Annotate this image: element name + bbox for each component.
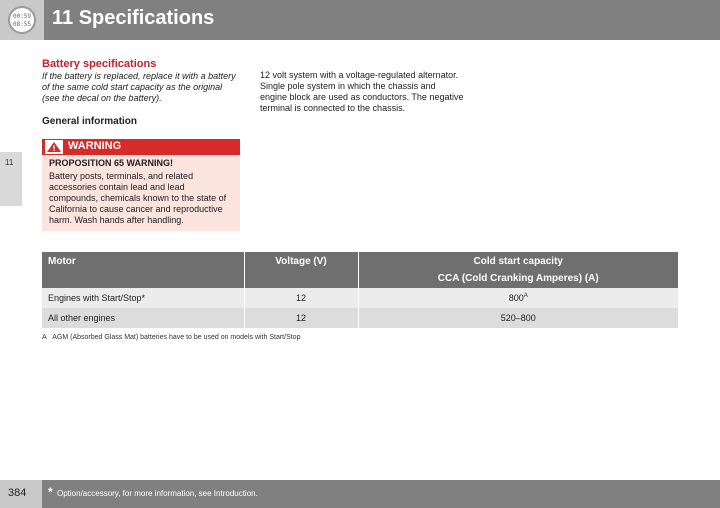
- header-cca-line2: CCA (Cold Cranking Amperes) (A): [437, 273, 599, 284]
- cell-voltage: 12: [244, 308, 358, 328]
- general-info-title: General information: [42, 116, 138, 127]
- volvo-logo-icon: 00:59 08:55: [8, 6, 36, 34]
- page-footer: [0, 480, 720, 508]
- warning-label: WARNING: [68, 140, 122, 152]
- page-title: 11 Specifications: [52, 7, 215, 29]
- cell-cca: 520–800: [358, 308, 678, 328]
- side-strip: [0, 40, 20, 480]
- battery-intro: If the battery is replaced, replace it with a battery of the same cold start capacity as the original (see the decal on the battery).: [42, 71, 236, 103]
- battery-spec-table: [42, 252, 678, 328]
- warning-body: [42, 155, 240, 226]
- footer-note: Option/accessory, for more information, see Introduction.: [57, 489, 258, 498]
- warning-subtitle: PROPOSITION 65 WARNING!: [49, 158, 174, 168]
- warning-box: [42, 139, 240, 231]
- page-number-box: [0, 480, 42, 508]
- header-voltage: Voltage (V): [244, 252, 358, 288]
- left-column: [42, 58, 242, 127]
- table-row: [42, 308, 678, 328]
- footnote-letter: A: [42, 334, 47, 341]
- footnote-ref: A: [523, 293, 528, 299]
- table-footnote: [42, 334, 300, 341]
- header-cca-line1: Cold start capacity: [473, 256, 563, 267]
- header-motor: Motor: [42, 252, 244, 288]
- table-header-row: [42, 252, 678, 288]
- cell-cca: [358, 288, 678, 308]
- chapter-tab-label: 11: [5, 158, 14, 167]
- warning-header: [42, 139, 240, 155]
- general-info-text: 12 volt system with a voltage-regulated alternator. Single pole system in which the chassis and engine block are used as conductors. The negative terminal is connected to the chassis.: [260, 70, 464, 113]
- page-number: 384: [8, 487, 27, 499]
- chapter-tab[interactable]: [0, 152, 22, 206]
- footnote-text: AGM (Absorbed Glass Mat) batteries have to be used on models with Start/Stop: [52, 334, 301, 341]
- footer-star: *: [48, 485, 53, 499]
- warning-triangle-icon: [45, 140, 63, 154]
- cell-cca-value: 800: [508, 293, 524, 303]
- cell-voltage: 12: [244, 288, 358, 308]
- table-row: [42, 288, 678, 308]
- warning-text: Battery posts, terminals, and related accessories contain lead and lead compounds, chemicals known to the state of California to cause cancer and reproductive harm. Wash hands after handling.: [49, 171, 227, 225]
- header-cca: [358, 252, 678, 288]
- cell-motor: All other engines: [42, 308, 244, 328]
- battery-section-title: Battery specifications: [42, 58, 157, 70]
- cell-motor: Engines with Start/Stop*: [42, 288, 244, 308]
- page-header: [0, 0, 720, 40]
- header-icon-box: [0, 0, 44, 40]
